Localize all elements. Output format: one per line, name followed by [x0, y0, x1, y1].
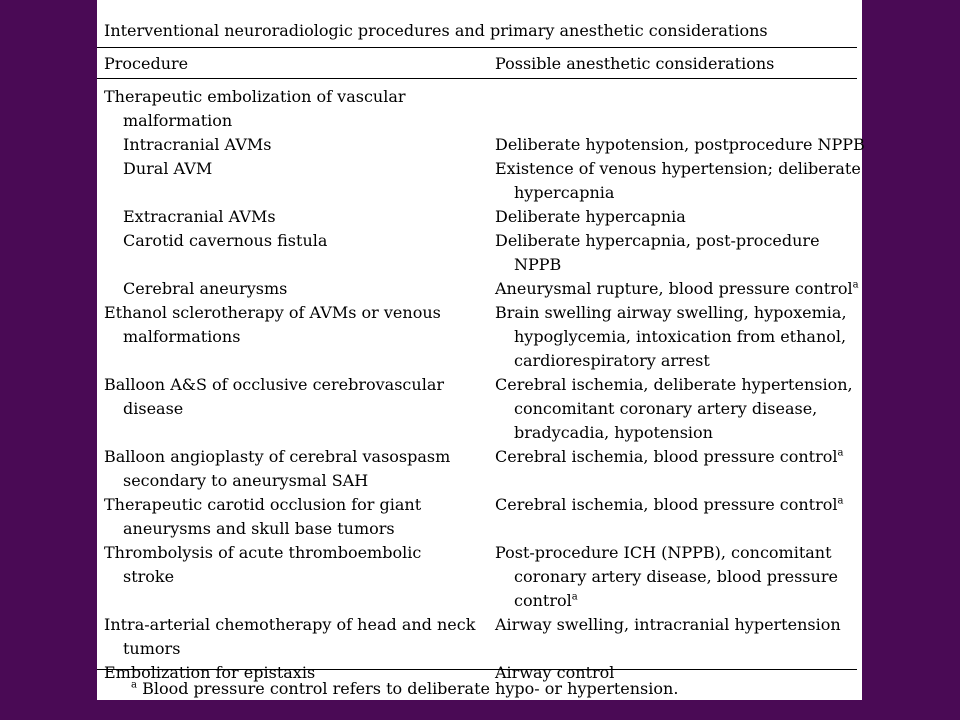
considerations-cell: [495, 613, 861, 637]
considerations-line: [495, 421, 861, 445]
considerations-line: [495, 565, 861, 589]
considerations-text: hypoglycemia, intoxication from ethanol,: [514, 327, 847, 346]
considerations-cell: [495, 157, 861, 205]
considerations-text: cardiorespiratory arrest: [514, 351, 710, 370]
procedure-line: secondary to aneurysmal SAH: [123, 471, 369, 490]
procedure-cell: [123, 157, 493, 181]
procedure-line: Carotid cavernous fistula: [123, 231, 328, 250]
footnote-text: Blood pressure control refers to deliberate hypo- or hypertension.: [142, 679, 679, 698]
considerations-line: [495, 541, 861, 565]
procedure-cell: [104, 373, 474, 421]
procedure-line: Therapeutic carotid occlusion for giant: [104, 495, 422, 514]
footnote-marker: a: [131, 679, 137, 691]
procedure-cell: [104, 493, 474, 541]
considerations-text: Cerebral ischemia, blood pressure control: [495, 447, 838, 466]
considerations-line: [495, 349, 861, 373]
considerations-line: [495, 181, 861, 205]
considerations-cell: [495, 493, 861, 517]
considerations-text: Deliberate hypotension, postprocedure NPPB: [495, 135, 865, 154]
procedure-line: Dural AVM: [123, 159, 213, 178]
considerations-text: coronary artery disease, blood pressure: [514, 567, 838, 586]
header-procedure: Procedure: [104, 54, 189, 73]
considerations-line: [495, 325, 861, 349]
considerations-text: Cerebral ischemia, deliberate hypertension,: [495, 375, 853, 394]
procedure-line: stroke: [123, 567, 175, 586]
procedure-line: aneurysms and skull base tumors: [123, 519, 395, 538]
considerations-text: NPPB: [514, 255, 562, 274]
considerations-line: [495, 373, 861, 397]
considerations-text: concomitant coronary artery disease,: [514, 399, 818, 418]
considerations-text: Aneurysmal rupture, blood pressure control: [495, 279, 853, 298]
considerations-line: [495, 589, 861, 613]
considerations-text: Brain swelling airway swelling, hypoxemia,: [495, 303, 847, 322]
procedure-line: Ethanol sclerotherapy of AVMs or venous: [104, 303, 441, 322]
considerations-line: [495, 133, 865, 157]
table-slide: [97, 0, 865, 700]
procedure-line: disease: [123, 399, 184, 418]
procedure-cell: [104, 613, 474, 661]
procedure-line: Intracranial AVMs: [123, 135, 272, 154]
considerations-cell: [495, 277, 861, 301]
considerations-line: [495, 253, 861, 277]
footnote-ref: a: [571, 591, 578, 603]
footnote: [131, 678, 678, 700]
considerations-cell: [495, 301, 861, 373]
considerations-line: [495, 493, 861, 517]
considerations-cell: [495, 541, 861, 613]
table-title: Interventional neuroradiologic procedures and primary anesthetic considerations: [104, 21, 768, 40]
considerations-line: [495, 157, 861, 181]
considerations-cell: [495, 229, 861, 277]
considerations-cell: [495, 205, 861, 229]
considerations-cell: [495, 133, 865, 157]
procedure-line: Embolization for epistaxis: [104, 663, 316, 682]
procedure-line: malformation: [123, 111, 233, 130]
procedure-cell: [123, 229, 493, 253]
header-considerations: Possible anesthetic considerations: [495, 54, 775, 73]
procedure-cell: [104, 85, 474, 133]
considerations-line: [495, 277, 861, 301]
considerations-text: Cerebral ischemia, blood pressure control: [495, 495, 838, 514]
procedure-line: Balloon angioplasty of cerebral vasospasm: [104, 447, 451, 466]
considerations-text: hypercapnia: [514, 183, 615, 202]
header-rule: [97, 78, 857, 79]
considerations-text: Deliberate hypercapnia: [495, 207, 686, 226]
considerations-line: [495, 613, 861, 637]
procedure-line: malformations: [123, 327, 241, 346]
considerations-text: Airway swelling, intracranial hypertension: [495, 615, 841, 634]
considerations-text: Post-procedure ICH (NPPB), concomitant: [495, 543, 832, 562]
bottom-rule: [97, 669, 857, 670]
considerations-line: [495, 205, 861, 229]
considerations-line: [495, 397, 861, 421]
procedure-cell: [104, 541, 474, 589]
procedure-cell: [123, 277, 493, 301]
considerations-line: [495, 445, 861, 469]
considerations-text: Airway control: [495, 663, 615, 682]
procedure-cell: [104, 301, 474, 349]
procedure-cell: [104, 445, 474, 493]
procedure-line: Cerebral aneurysms: [123, 279, 288, 298]
footnote-ref: a: [852, 279, 859, 291]
top-rule: [97, 47, 857, 48]
considerations-text: Deliberate hypercapnia, post-procedure: [495, 231, 820, 250]
procedure-line: Extracranial AVMs: [123, 207, 276, 226]
footnote-ref: a: [837, 447, 844, 459]
procedure-line: Intra-arterial chemotherapy of head and neck: [104, 615, 476, 634]
considerations-cell: [495, 445, 861, 469]
procedure-line: tumors: [123, 639, 181, 658]
considerations-text: Existence of venous hypertension; deliberate: [495, 159, 861, 178]
considerations-line: [495, 229, 861, 253]
considerations-text: bradycadia, hypotension: [514, 423, 713, 442]
procedure-line: Thrombolysis of acute thromboembolic: [104, 543, 422, 562]
considerations-cell: [495, 373, 861, 445]
considerations-text: control: [514, 591, 572, 610]
procedure-cell: [123, 133, 493, 157]
footnote-ref: a: [837, 495, 844, 507]
procedure-line: Balloon A&S of occlusive cerebrovascular: [104, 375, 444, 394]
considerations-line: [495, 301, 861, 325]
procedure-line: Therapeutic embolization of vascular: [104, 87, 406, 106]
procedure-cell: [123, 205, 493, 229]
